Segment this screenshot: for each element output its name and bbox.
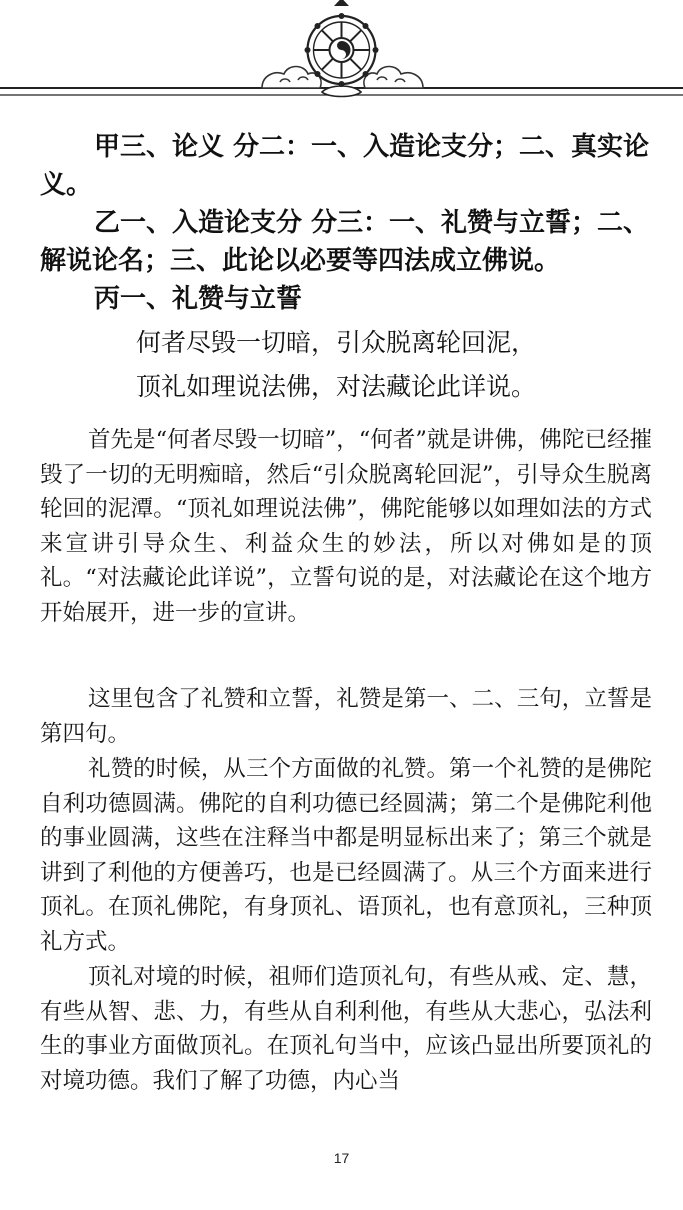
paragraph-1: 首先是“何者尽毁一切暗”，“何者”就是讲佛，佛陀已经摧毁了一切的无明痴暗，然后“引众脱离轮回泥”，引导众生脱离轮回的泥潭。“顶礼如理说法佛”，佛陀能够以如理如法的方式来宣讲引导众生、利益众生的妙法，所以对佛如是的顶礼。“对法藏论此详说”，立誓句说的是，对法藏论在这个地方开始展开，进一步的宣讲。 xyxy=(40,427,652,626)
page-number: 17 xyxy=(333,1150,350,1166)
section-heading-yi1: 乙一、入造论支分 分三：一、礼赞与立誓；二、解说论名；三、此论以必要等四法成立佛说。 xyxy=(40,208,650,276)
verse-line-1: 何者尽毁一切暗，引众脱离轮回泥， xyxy=(136,328,537,357)
paragraph-3: 礼赞的时候，从三个方面做的礼赞。第一个礼赞的是佛陀自利功德圆满。佛陀的自利功德已经圆满；第二个是佛陀利他的事业圆满，这些在注释当中都是明显标出来了；第三个就是讲到了利他的方便善巧，也是已经圆满了。从三个方面来进行顶礼。在顶礼佛陀，有身顶礼、语顶礼，也有意顶礼，三种顶礼方式。 xyxy=(40,756,652,955)
cloud-left-icon xyxy=(262,67,321,89)
paragraph-2: 这里包含了礼赞和立誓，礼赞是第一、二、三句，立誓是第四句。 xyxy=(40,686,652,747)
paragraph-4: 顶礼对境的时候，祖师们造顶礼句，有些从戒、定、慧，有些从智、悲、力，有些从自利利他，有些从大悲心，弘法利生的事业方面做顶礼。在顶礼句当中，应该凸显出所要顶礼的对境功德。我们了解了功德，内心当 xyxy=(40,964,652,1094)
section-heading-bing1: 丙一、礼赞与立誓 xyxy=(94,284,303,314)
header-ornament xyxy=(0,0,683,105)
section-heading-jia3: 甲三、论义 分二：一、入造论支分；二、真实论义。 xyxy=(40,132,650,200)
verse-line-2: 顶礼如理说法佛，对法藏论此详说。 xyxy=(136,372,537,401)
cloud-right-icon xyxy=(364,67,423,89)
